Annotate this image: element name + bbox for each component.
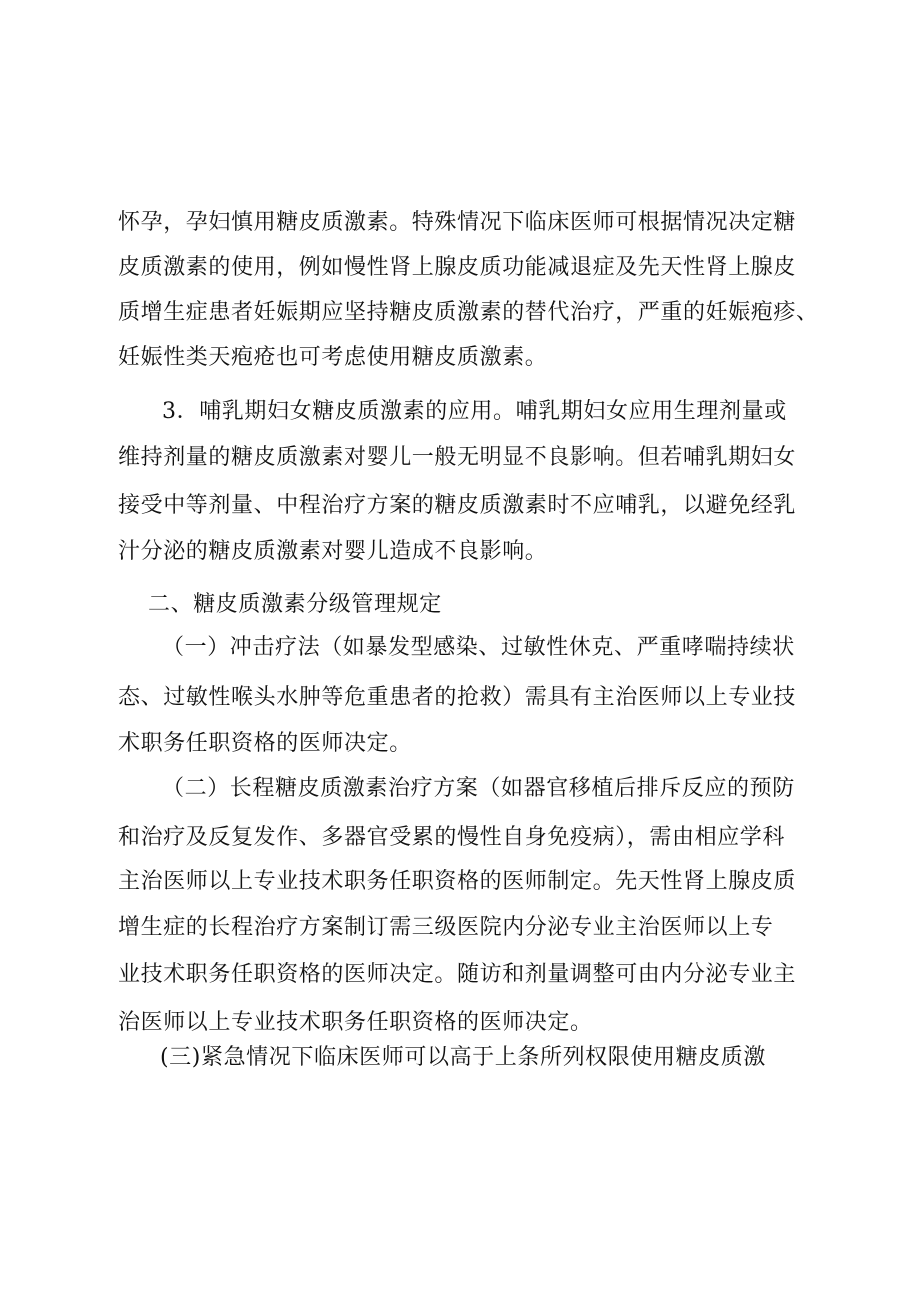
text-line-16: 增生症的长程治疗方案制订需三级医院内分泌专业主治医师以上专 — [118, 915, 774, 940]
text-line-14: 和治疗及反复发作、多器官受累的慢性自身免疫病），需由相应学科 — [118, 825, 786, 850]
text-line-18: 治医师以上专业技术职务任职资格的医师决定。 — [118, 1010, 593, 1035]
text-line-5: 3．哺乳期妇女糖皮质激素的应用。哺乳期妇女应用生理剂量或 — [162, 399, 787, 424]
text-line-1: 怀孕，孕妇慎用糖皮质激素。特殊情况下临床医师可根据情况决定糖 — [118, 210, 797, 235]
text-line-3: 质增生症患者妊娠期应坚持糖皮质激素的替代治疗，严重的妊娠疱疹、 — [118, 300, 819, 325]
text-line-8: 汁分泌的糖皮质激素对婴儿造成不良影响。 — [118, 539, 548, 564]
text-line-12: 术职务任职资格的医师决定。 — [118, 731, 412, 756]
text-line-13: （二）长程糖皮质激素治疗方案（如器官移植后排斥反应的预防 — [162, 776, 795, 801]
text-line-6: 维持剂量的糖皮质激素对婴儿一般无明显不良影响。但若哺乳期妇女 — [118, 445, 797, 470]
text-line-2: 皮质激素的使用，例如慢性肾上腺皮质功能减退症及先天性肾上腺皮 — [118, 255, 797, 280]
text-line-15: 主治医师以上专业技术职务任职资格的医师制定。先天性肾上腺皮质 — [118, 869, 797, 894]
text-line-4: 妊娠性类天疱疮也可考虑使用糖皮质激素。 — [118, 345, 548, 370]
section-heading: 二、糖皮质激素分级管理规定 — [148, 592, 442, 617]
text-line-17: 业技术职务任职资格的医师决定。随访和剂量调整可由内分泌专业主 — [118, 962, 797, 987]
text-line-19: (三)紧急情况下临床医师可以高于上条所列权限使用糖皮质激 — [160, 1045, 766, 1070]
text-line-11: 态、过敏性喉头水肿等危重患者的抢救）需具有主治医师以上专业技 — [118, 685, 797, 710]
text-line-10: （一）冲击疗法（如暴发型感染、过敏性休克、严重哮喘持续状 — [162, 635, 795, 660]
text-line-7: 接受中等剂量、中程治疗方案的糖皮质激素时不应哺乳，以避免经乳 — [118, 493, 797, 518]
